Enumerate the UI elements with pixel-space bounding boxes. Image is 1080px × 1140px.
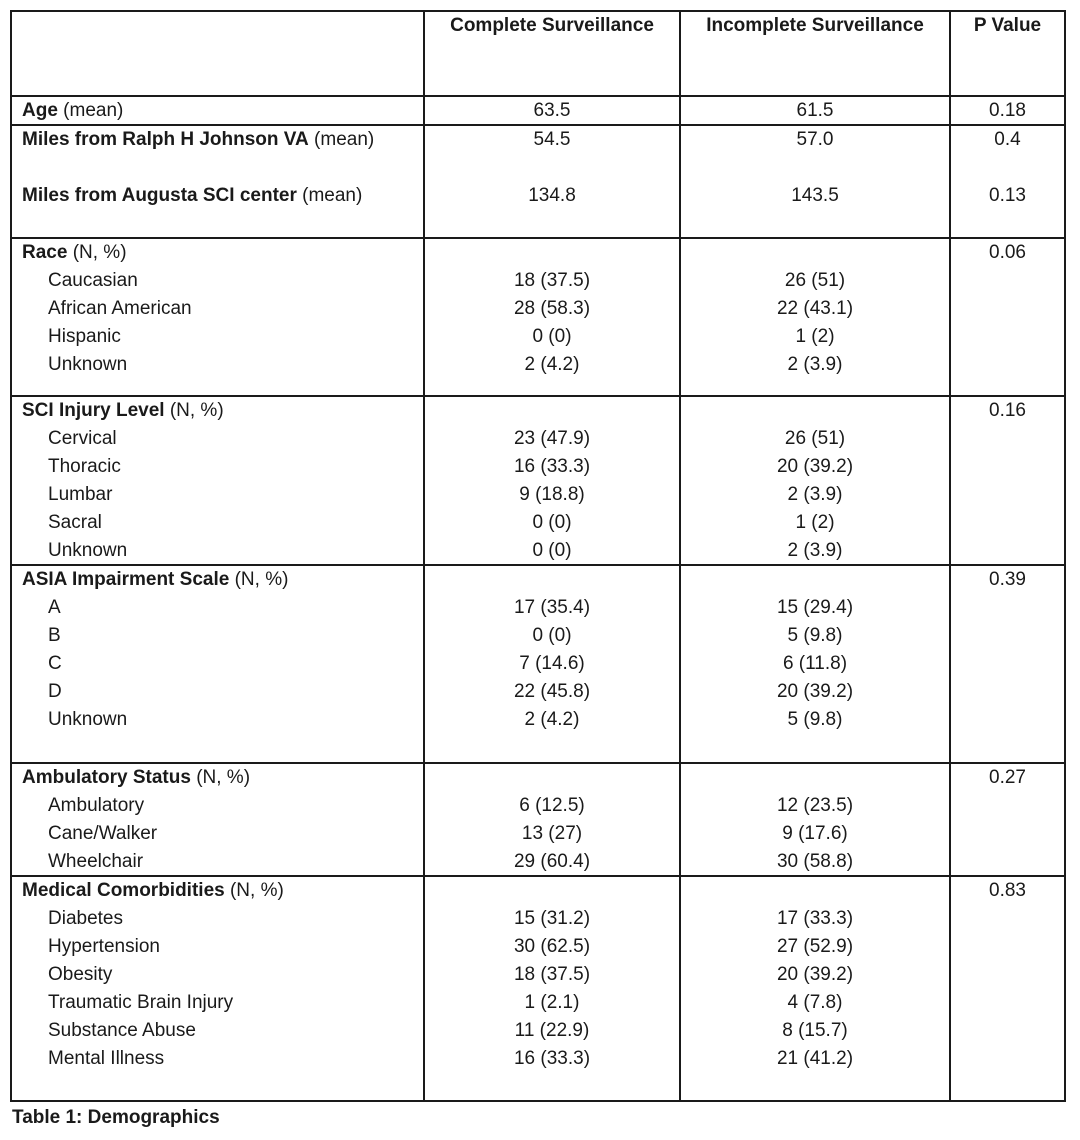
- complete-value: 2 (4.2): [524, 354, 580, 375]
- complete-value: 13 (27): [521, 823, 583, 844]
- demographics-table: [10, 10, 1066, 1102]
- complete-value: 2 (4.2): [524, 709, 580, 730]
- incomplete-value: 1 (2): [795, 326, 835, 347]
- section-p-value: 0.06: [989, 242, 1026, 263]
- incomplete-value: 26 (51): [784, 270, 846, 291]
- incomplete-value: 8 (15.7): [782, 1020, 848, 1041]
- incomplete-value: 20 (39.2): [776, 681, 854, 702]
- section-p-value: 0.27: [989, 767, 1026, 788]
- complete-value: 0 (0): [532, 625, 572, 646]
- complete-value: 16 (33.3): [513, 456, 591, 477]
- incomplete-value: 4 (7.8): [787, 992, 843, 1013]
- complete-value: 18 (37.5): [513, 270, 591, 291]
- row-label: Lumbar: [48, 484, 113, 505]
- incomplete-value: 27 (52.9): [776, 936, 854, 957]
- row-label: Unknown: [48, 540, 128, 561]
- section-p-value: 0.16: [989, 400, 1026, 421]
- complete-value: 7 (14.6): [519, 653, 585, 674]
- complete-value: 30 (62.5): [513, 936, 591, 957]
- complete-value: 23 (47.9): [513, 428, 591, 449]
- incomplete-value: 17 (33.3): [776, 908, 854, 929]
- row-label: African American: [48, 298, 192, 319]
- row-label: Hispanic: [48, 326, 121, 347]
- miles-va-incomplete: 57.0: [796, 129, 834, 150]
- row-label: D: [48, 681, 62, 702]
- incomplete-value: 22 (43.1): [776, 298, 854, 319]
- miles-va-complete: 54.5: [533, 129, 571, 150]
- age-incomplete: 61.5: [796, 100, 834, 121]
- complete-value: 0 (0): [532, 326, 572, 347]
- section-heading: Medical Comorbidities (N, %): [22, 880, 284, 901]
- row-label: Mental Illness: [48, 1048, 165, 1069]
- incomplete-value: 5 (9.8): [787, 709, 843, 730]
- miles-augusta-p-value: 0.13: [989, 185, 1026, 206]
- row-label: Thoracic: [48, 456, 121, 477]
- row-label: Wheelchair: [48, 851, 144, 872]
- row-divider: [12, 237, 1064, 239]
- section-p-value: 0.39: [989, 569, 1026, 590]
- complete-value: 18 (37.5): [513, 964, 591, 985]
- row-label: Obesity: [48, 964, 113, 985]
- incomplete-value: 5 (9.8): [787, 625, 843, 646]
- section-heading: Ambulatory Status (N, %): [22, 767, 251, 788]
- row-label-miles-va: Miles from Ralph H Johnson VA (mean): [22, 129, 375, 150]
- row-label: Unknown: [48, 709, 128, 730]
- header-p-value: P Value: [973, 15, 1042, 36]
- header-incomplete-surveillance: Incomplete Surveillance: [706, 15, 924, 36]
- miles-augusta-incomplete: 143.5: [791, 185, 839, 206]
- row-label: A: [48, 597, 61, 618]
- row-label: Diabetes: [48, 908, 123, 929]
- incomplete-value: 9 (17.6): [782, 823, 848, 844]
- column-divider: [949, 12, 951, 1100]
- miles-augusta-complete: 134.8: [528, 185, 576, 206]
- incomplete-value: 20 (39.2): [776, 964, 854, 985]
- section-heading: ASIA Impairment Scale (N, %): [22, 569, 289, 590]
- incomplete-value: 26 (51): [784, 428, 846, 449]
- complete-value: 28 (58.3): [513, 298, 591, 319]
- complete-value: 0 (0): [532, 512, 572, 533]
- row-label: Ambulatory: [48, 795, 145, 816]
- row-label: Hypertension: [48, 936, 160, 957]
- row-label: Caucasian: [48, 270, 138, 291]
- incomplete-value: 20 (39.2): [776, 456, 854, 477]
- row-label: Sacral: [48, 512, 102, 533]
- incomplete-value: 2 (3.9): [787, 354, 843, 375]
- incomplete-value: 30 (58.8): [776, 851, 854, 872]
- incomplete-value: 1 (2): [795, 512, 835, 533]
- row-label: Cervical: [48, 428, 117, 449]
- row-label-miles-augusta: Miles from Augusta SCI center (mean): [22, 185, 363, 206]
- complete-value: 6 (12.5): [519, 795, 585, 816]
- complete-value: 11 (22.9): [514, 1020, 590, 1041]
- incomplete-value: 15 (29.4): [776, 597, 854, 618]
- complete-value: 1 (2.1): [524, 992, 580, 1013]
- miles-va-p-value: 0.4: [994, 129, 1021, 150]
- incomplete-value: 2 (3.9): [787, 540, 843, 561]
- complete-value: 17 (35.4): [513, 597, 591, 618]
- row-label: Traumatic Brain Injury: [48, 992, 234, 1013]
- complete-value: 0 (0): [532, 540, 572, 561]
- complete-value: 9 (18.8): [519, 484, 585, 505]
- row-label: C: [48, 653, 62, 674]
- section-heading: SCI Injury Level (N, %): [22, 400, 224, 421]
- complete-value: 29 (60.4): [513, 851, 591, 872]
- complete-value: 15 (31.2): [513, 908, 591, 929]
- row-label: Cane/Walker: [48, 823, 158, 844]
- age-complete: 63.5: [533, 100, 571, 121]
- incomplete-value: 6 (11.8): [782, 653, 848, 674]
- row-label-age: Age (mean): [22, 100, 124, 121]
- incomplete-value: 21 (41.2): [776, 1048, 854, 1069]
- incomplete-value: 12 (23.5): [776, 795, 854, 816]
- section-p-value: 0.83: [989, 880, 1026, 901]
- row-label: Substance Abuse: [48, 1020, 196, 1041]
- table-caption: Table 1: Demographics: [12, 1107, 220, 1128]
- age-p-value: 0.18: [989, 100, 1026, 121]
- row-label: B: [48, 625, 61, 646]
- row-label: Unknown: [48, 354, 128, 375]
- header-complete-surveillance: Complete Surveillance: [450, 15, 654, 36]
- section-heading: Race (N, %): [22, 242, 127, 263]
- incomplete-value: 2 (3.9): [787, 484, 843, 505]
- complete-value: 16 (33.3): [513, 1048, 591, 1069]
- complete-value: 22 (45.8): [513, 681, 591, 702]
